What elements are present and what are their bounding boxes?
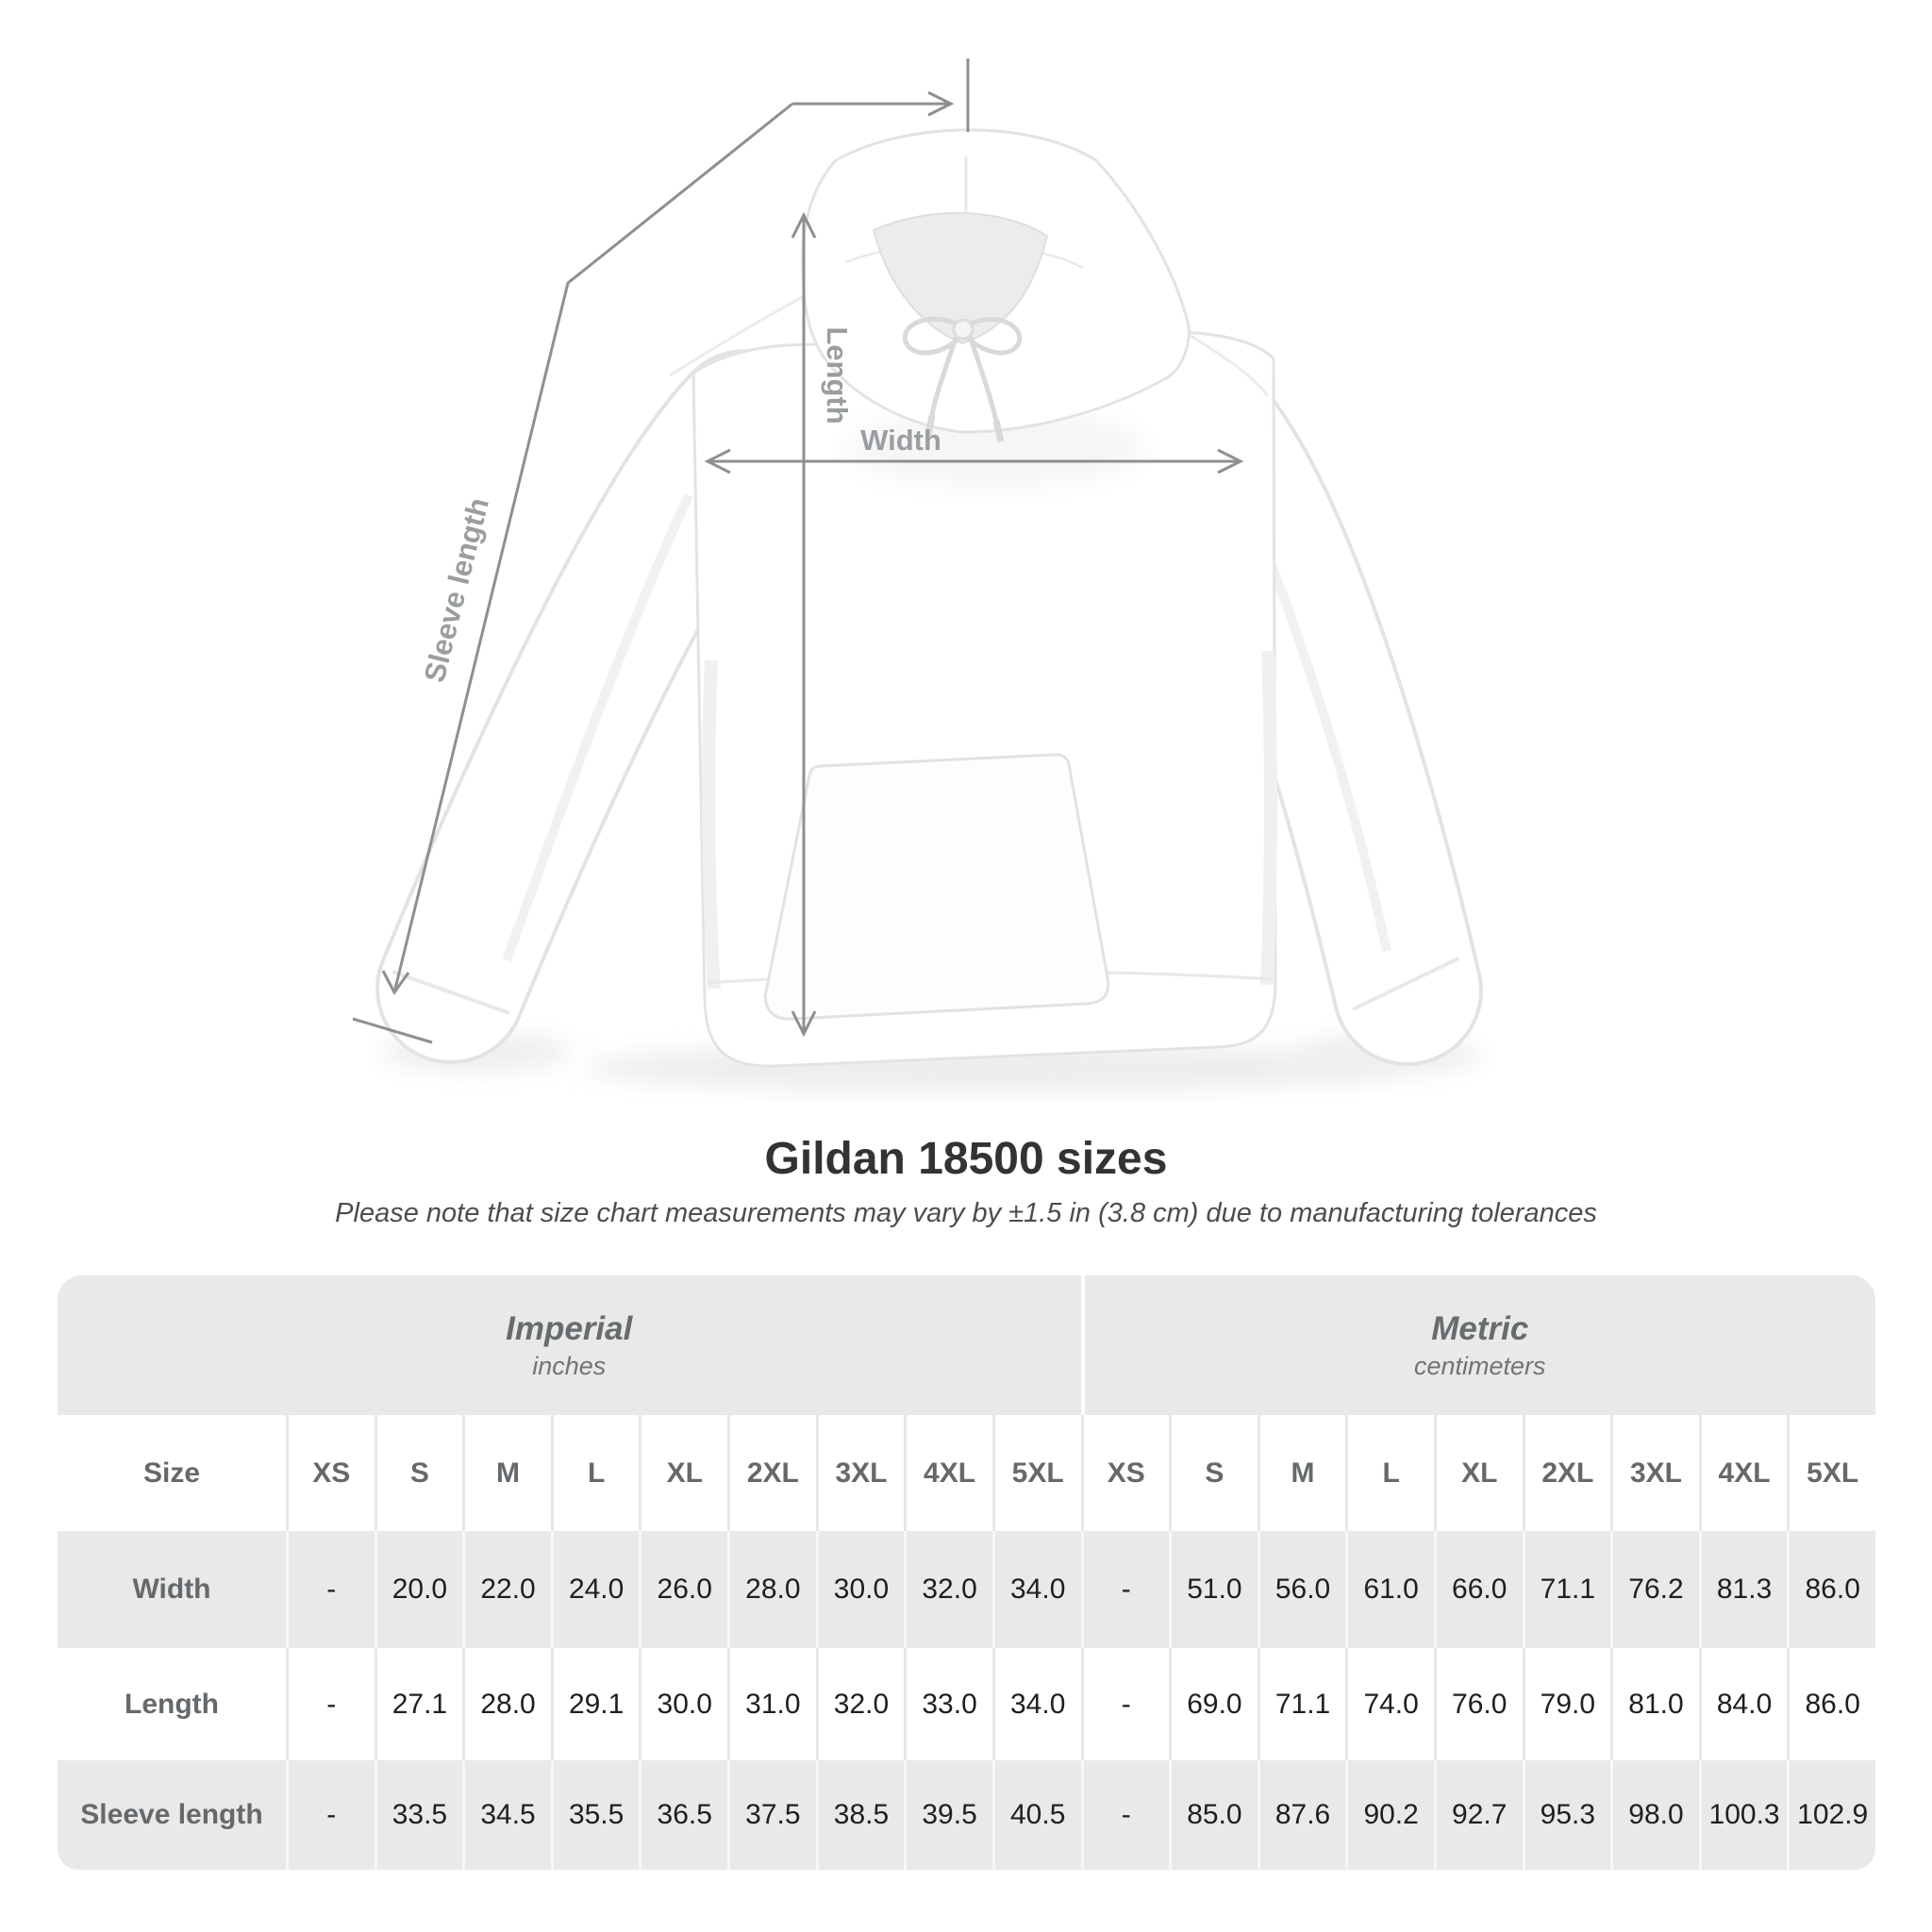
table-value: 37.5: [727, 1760, 816, 1870]
table-value: 79.0: [1523, 1648, 1611, 1760]
table-value: 56.0: [1257, 1531, 1346, 1648]
table-value: 51.0: [1169, 1531, 1257, 1648]
table-value: 86.0: [1787, 1531, 1875, 1648]
table-value: 27.1: [375, 1648, 463, 1760]
size-header: M: [1257, 1415, 1346, 1531]
table-value: 24.0: [551, 1531, 640, 1648]
table-value: 100.3: [1699, 1760, 1788, 1870]
length-dimension-label: Length: [821, 326, 854, 425]
table-value: 38.5: [816, 1760, 905, 1870]
table-value: 71.1: [1523, 1531, 1611, 1648]
table-value: 28.0: [462, 1648, 551, 1760]
table-value: 36.5: [639, 1760, 727, 1870]
table-value: 92.7: [1434, 1760, 1523, 1870]
size-header: 4XL: [904, 1415, 992, 1531]
table-value: 39.5: [904, 1760, 992, 1870]
table-value: 98.0: [1610, 1760, 1699, 1870]
table-value: 90.2: [1345, 1760, 1434, 1870]
unit-group-header-row: [58, 1275, 1875, 1415]
table-value: 22.0: [462, 1531, 551, 1648]
table-value: 81.0: [1610, 1648, 1699, 1760]
table-row-width: [58, 1531, 1875, 1648]
table-value: 86.0: [1787, 1648, 1875, 1760]
size-header: S: [1169, 1415, 1257, 1531]
table-value: 76.2: [1610, 1531, 1699, 1648]
table-value: -: [1081, 1531, 1170, 1648]
table-value: 30.0: [816, 1531, 905, 1648]
sleeve-length-dimension-label: Sleeve length: [417, 494, 495, 686]
table-value: 81.3: [1699, 1531, 1788, 1648]
metric-unit: centimeters: [1413, 1351, 1546, 1380]
table-value: 33.5: [375, 1760, 463, 1870]
hoodie-illustration: [392, 130, 1458, 1066]
size-header: 2XL: [727, 1415, 816, 1531]
size-col-header: Size: [142, 1457, 201, 1489]
size-header: 2XL: [1523, 1415, 1611, 1531]
imperial-unit: inches: [532, 1351, 607, 1380]
table-row-sleeve-length: [58, 1760, 1875, 1870]
table-value: 35.5: [551, 1760, 640, 1870]
table-value: 29.1: [551, 1648, 640, 1760]
size-header: 4XL: [1699, 1415, 1788, 1531]
table-value: 71.1: [1257, 1648, 1346, 1760]
size-header: 3XL: [1610, 1415, 1699, 1531]
table-value: 30.0: [639, 1648, 727, 1760]
size-header: 3XL: [816, 1415, 905, 1531]
metric-group-header: [1081, 1275, 1876, 1415]
size-header: M: [462, 1415, 551, 1531]
table-value: 34.5: [462, 1760, 551, 1870]
table-value: 31.0: [727, 1648, 816, 1760]
size-header: 5XL: [1787, 1415, 1875, 1531]
size-header: XS: [286, 1415, 375, 1531]
table-value: 95.3: [1523, 1760, 1611, 1870]
row-label: Length: [125, 1688, 219, 1720]
table-value: 20.0: [375, 1531, 463, 1648]
imperial-label: Imperial: [506, 1309, 633, 1347]
table-value: 34.0: [992, 1531, 1081, 1648]
table-value: -: [286, 1648, 375, 1760]
size-header-row: [58, 1415, 1875, 1531]
size-header: L: [551, 1415, 640, 1531]
table-value: 34.0: [992, 1648, 1081, 1760]
table-value: -: [286, 1760, 375, 1870]
page-title: Gildan 18500 sizes: [764, 1134, 1168, 1184]
table-value: -: [1081, 1760, 1170, 1870]
imperial-group-header: [58, 1275, 1081, 1415]
row-label: Sleeve length: [80, 1799, 263, 1830]
table-value: 61.0: [1345, 1531, 1434, 1648]
table-value: 69.0: [1169, 1648, 1257, 1760]
table-value: 33.0: [904, 1648, 992, 1760]
table-value: 74.0: [1345, 1648, 1434, 1760]
table-value: 40.5: [992, 1760, 1081, 1870]
size-header: XL: [1434, 1415, 1523, 1531]
table-value: 87.6: [1257, 1760, 1346, 1870]
table-value: -: [1081, 1648, 1170, 1760]
row-label: Width: [132, 1574, 211, 1605]
size-header: 5XL: [992, 1415, 1081, 1531]
size-header: XS: [1081, 1415, 1170, 1531]
table-value: 76.0: [1434, 1648, 1523, 1760]
table-value: 28.0: [727, 1531, 816, 1648]
table-value: 32.0: [816, 1648, 905, 1760]
size-header: XL: [639, 1415, 727, 1531]
metric-label: Metric: [1431, 1309, 1529, 1347]
table-value: 32.0: [904, 1531, 992, 1648]
table-value: 85.0: [1169, 1760, 1257, 1870]
table-value: 26.0: [639, 1531, 727, 1648]
width-dimension-label: Width: [860, 424, 941, 457]
table-value: 66.0: [1434, 1531, 1523, 1648]
tolerance-note: Please note that size chart measurements may vary by ±1.5 in (3.8 cm) due to manufacturing tolerances: [335, 1198, 1597, 1228]
table-row-length: [58, 1648, 1875, 1760]
size-header: L: [1345, 1415, 1434, 1531]
table-value: 102.9: [1787, 1760, 1875, 1870]
size-table: [58, 1275, 1875, 1870]
table-value: -: [286, 1531, 375, 1648]
size-header: S: [375, 1415, 463, 1531]
table-value: 84.0: [1699, 1648, 1788, 1760]
